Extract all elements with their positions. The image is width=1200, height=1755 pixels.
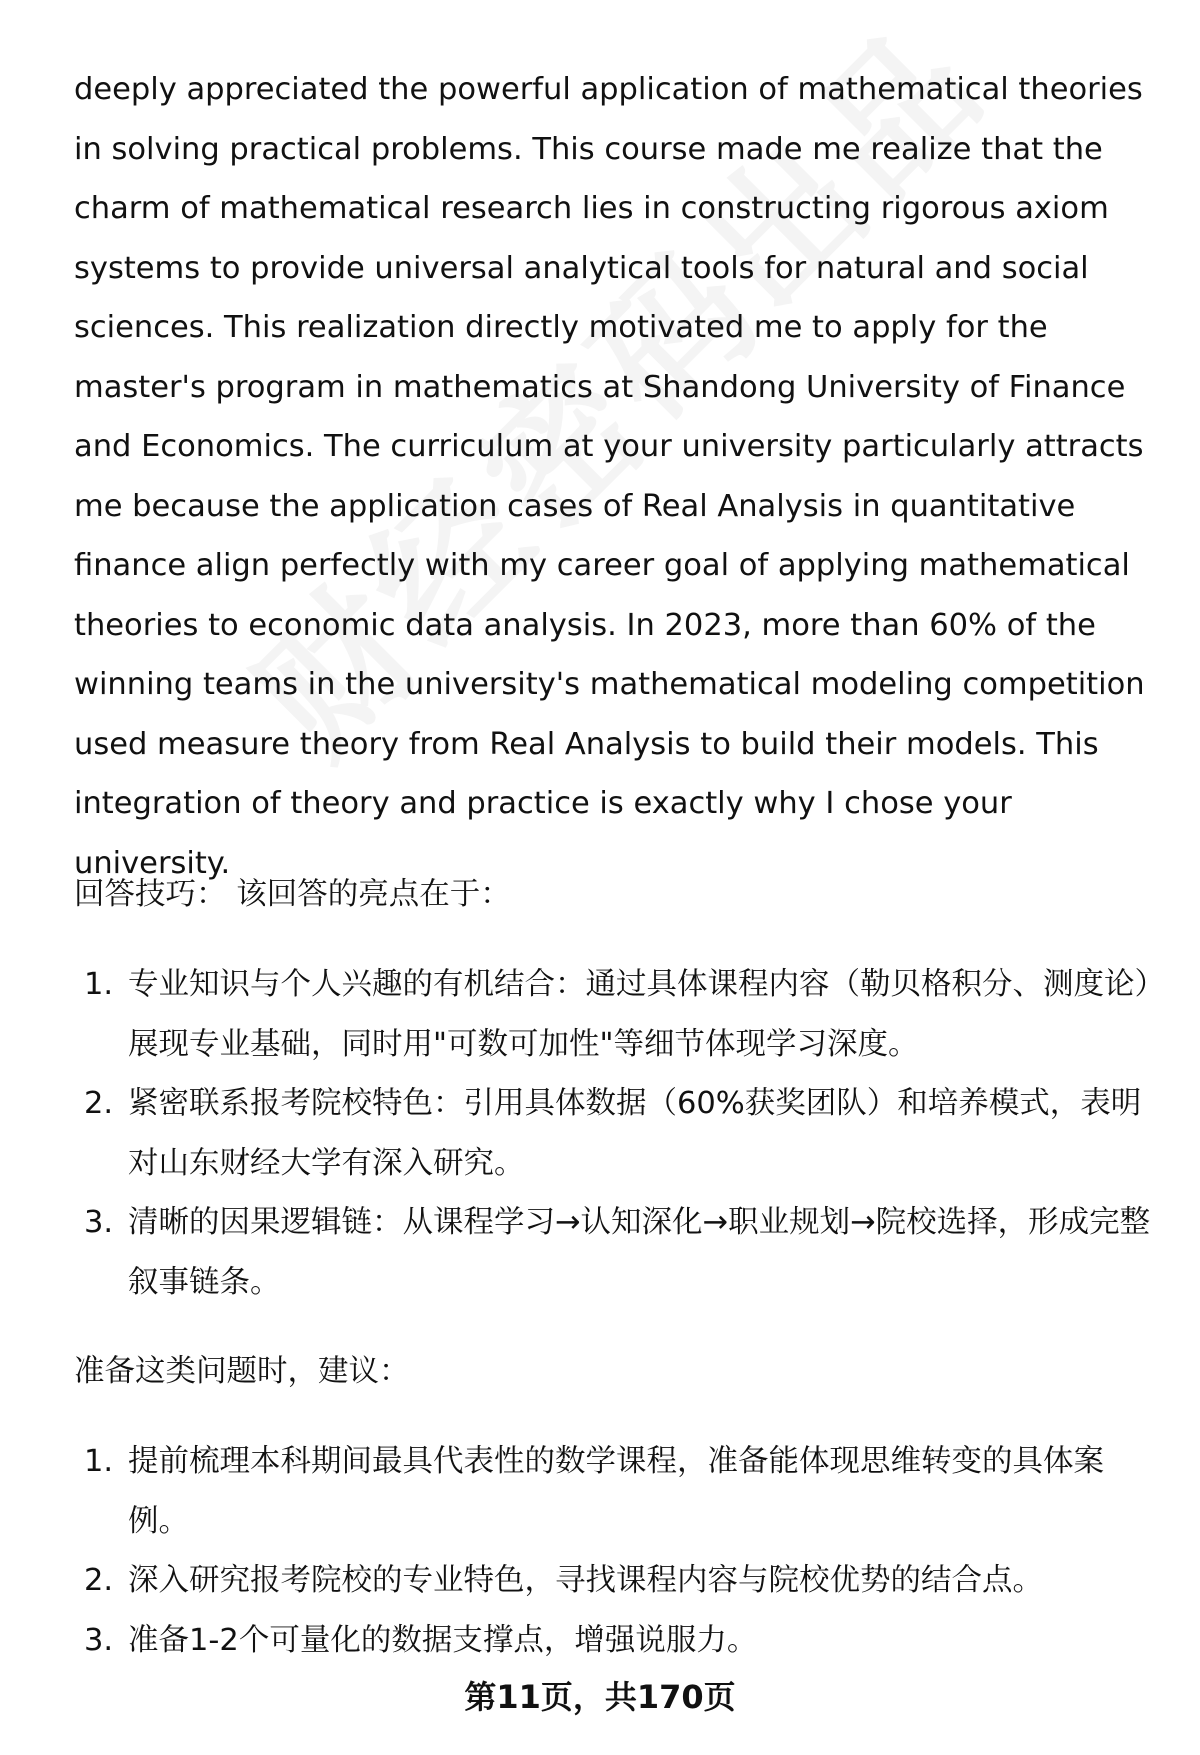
tips-list <box>74 955 1154 1312</box>
list-item-text: 专业知识与个人兴趣的有机结合：通过具体课程内容（勒贝格积分、测度论）展现专业基础，同时用"可数可加性"等细节体现学习深度。 <box>128 967 1150 1062</box>
list-item <box>74 1193 1154 1312</box>
list-number: 3. <box>84 1622 114 1658</box>
list-item <box>74 1074 1154 1193</box>
list-item <box>74 1611 1154 1671</box>
list-item-text: 深入研究报考院校的专业特色，寻找课程内容与院校优势的结合点。 <box>128 1563 1043 1598</box>
advice-heading: 准备这类问题时，建议： <box>74 1354 410 1389</box>
advice-list <box>74 1432 1154 1670</box>
list-item <box>74 1432 1154 1551</box>
list-item-text: 准备1-2个可量化的数据支撑点，增强说服力。 <box>128 1622 758 1658</box>
list-item <box>74 1551 1154 1611</box>
list-number: 1. <box>84 1444 114 1479</box>
list-item <box>74 955 1154 1074</box>
page-number-footer: 第11页，共170页 <box>464 1678 736 1716</box>
list-item-text: 紧密联系报考院校特色：引用具体数据（60%获奖团队）和培养模式，表明对山东财经大学有深入研究。 <box>128 1086 1142 1181</box>
list-item-text: 清晰的因果逻辑链：从课程学习→认知深化→职业规划→院校选择，形成完整叙事链条。 <box>128 1205 1151 1300</box>
list-number: 1. <box>84 967 114 1002</box>
list-number: 2. <box>84 1563 114 1598</box>
tips-heading: 回答技巧： 该回答的亮点在于： <box>74 877 511 912</box>
list-number: 2. <box>84 1086 114 1121</box>
list-item-text: 提前梳理本科期间最具代表性的数学课程，准备能体现思维转变的具体案例。 <box>128 1444 1104 1539</box>
list-number: 3. <box>84 1205 114 1240</box>
body-paragraph: deeply appreciated the powerful application of mathematical theories in solving practical problems. This course made me realize that the charm of mathematical research lies in constructing rigorous axiom systems to provide universal analytical tools for natural and social sciences. This realization directly motivated me to apply for the master's program in mathematics at Shandong University of Finance and Economics. The curriculum at your university particularly attracts me because the application cases of Real Analysis in quantitative finance align perfectly with my career goal of applying mathematical theories to economic data analysis. In 2023, more than 60% of the winning teams in the university's mathematical modeling competition used measure theory from Real Analysis to build their models. This integration of theory and practice is exactly why I chose your university. <box>74 72 1145 881</box>
